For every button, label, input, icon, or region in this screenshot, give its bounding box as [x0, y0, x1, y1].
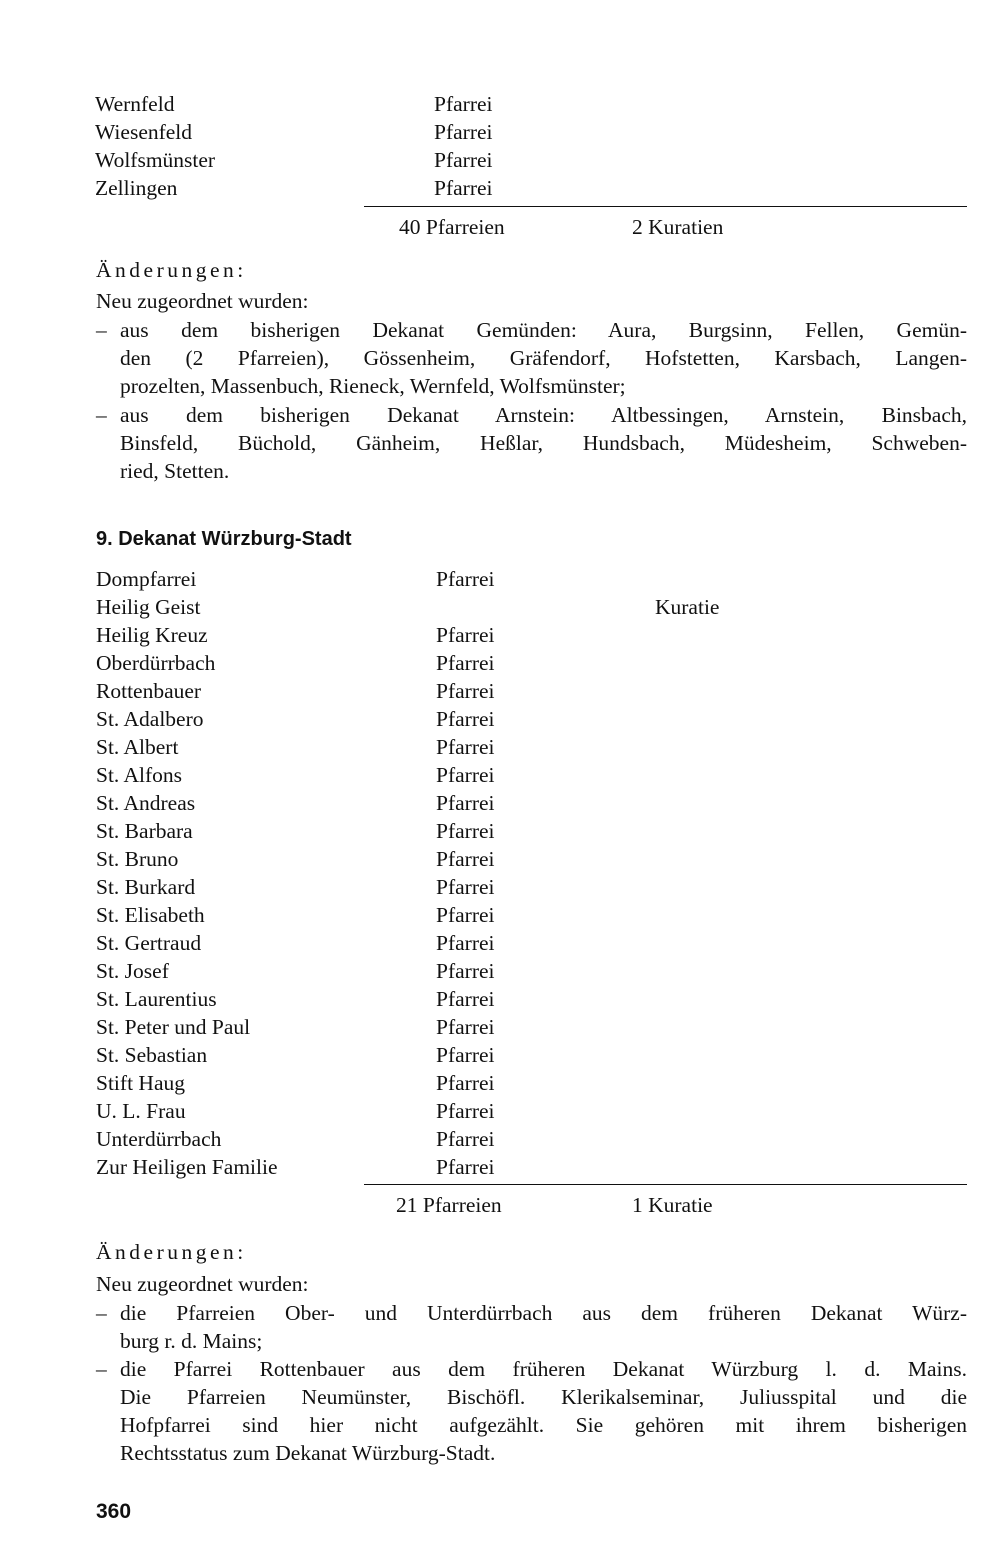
table-row-pfarrei: Pfarrei [436, 931, 495, 955]
bullet-line: Die Pfarreien Neumünster, Bischöfl. Klerikalseminar, Juliusspital und die [120, 1385, 967, 1409]
table-row-pfarrei: Pfarrei [436, 791, 495, 815]
table-row-name: Zur Heiligen Familie [96, 1155, 278, 1179]
table-row-pfarrei: Pfarrei [436, 903, 495, 927]
table-row-name: St. Andreas [96, 791, 196, 815]
table-row-pfarrei: Pfarrei [436, 567, 495, 591]
table-row-name: Oberdürrbach [96, 651, 216, 675]
bullet-line: aus dem bisherigen Dekanat Arnstein: Altbessingen, Arnstein, Binsbach, [120, 403, 967, 427]
bullet-line: Rechtsstatus zum Dekanat Würzburg-Stadt. [120, 1441, 496, 1465]
table-row-name: St. Gertraud [96, 931, 202, 955]
table-row-name: Stift Haug [96, 1071, 185, 1095]
table-row-name: Heilig Geist [96, 595, 201, 619]
bullet-line: die Pfarrei Rottenbauer aus dem früheren Dekanat Würzburg l. d. Mains. [120, 1357, 967, 1381]
table-row-name: St. Laurentius [96, 987, 217, 1011]
bullet-line: ried, Stetten. [120, 459, 230, 483]
bullet-dash: – [96, 318, 107, 342]
bullet-line: die Pfarreien Ober- und Unterdürrbach aus dem früheren Dekanat Würz- [120, 1301, 967, 1325]
table-row-pfarrei: Pfarrei [434, 92, 493, 116]
table-row-pfarrei: Pfarrei [436, 707, 495, 731]
total-pfarreien: 21 Pfarreien [396, 1193, 502, 1217]
bullet-dash: – [96, 403, 107, 427]
table-row-name: Unterdürrbach [96, 1127, 222, 1151]
page-number: 360 [96, 1500, 132, 1523]
bullet-line: aus dem bisherigen Dekanat Gemünden: Aura, Burgsinn, Fellen, Gemün- [120, 318, 967, 342]
table-row-pfarrei: Pfarrei [436, 875, 495, 899]
table-row-name: Rottenbauer [96, 679, 202, 703]
table-row-name: Heilig Kreuz [96, 623, 208, 647]
total-rule [364, 206, 967, 207]
table-row-pfarrei: Pfarrei [436, 1155, 495, 1179]
total-rule [364, 1184, 967, 1185]
bullet-line: burg r. d. Mains; [120, 1329, 263, 1353]
table-row-name: Dompfarrei [96, 567, 197, 591]
section-heading: 9. Dekanat Würzburg-Stadt [96, 528, 352, 550]
table-row-pfarrei: Pfarrei [436, 623, 495, 647]
table-row-name: St. Alfons [96, 763, 183, 787]
changes-intro: Neu zugeordnet wurden: [96, 289, 309, 313]
table-row-name: St. Adalbero [96, 707, 204, 731]
bullet-line: Binsfeld, Büchold, Gänheim, Heßlar, Hundsbach, Müdesheim, Schweben- [120, 431, 967, 455]
table-row-pfarrei: Pfarrei [436, 735, 495, 759]
table-row-name: St. Albert [96, 735, 179, 759]
bullet-line: prozelten, Massenbuch, Rieneck, Wernfeld, Wolfsmünster; [120, 374, 626, 398]
table-row-name: St. Bruno [96, 847, 179, 871]
table-row-pfarrei: Pfarrei [436, 679, 495, 703]
table-row-pfarrei: Pfarrei [436, 763, 495, 787]
total-kuratien: 2 Kuratien [632, 215, 724, 239]
table-row-pfarrei: Pfarrei [436, 1099, 495, 1123]
table-row-name: St. Elisabeth [96, 903, 205, 927]
table-row-pfarrei: Pfarrei [436, 651, 495, 675]
table-row-name: Wiesenfeld [95, 120, 193, 144]
table-row-name: St. Sebastian [96, 1043, 208, 1067]
bullet-dash: – [96, 1357, 107, 1381]
table-row-name: St. Barbara [96, 819, 193, 843]
table-row-pfarrei: Pfarrei [436, 959, 495, 983]
table-row-pfarrei: Pfarrei [434, 148, 493, 172]
bullet-dash: – [96, 1301, 107, 1325]
table-row-name: U. L. Frau [96, 1099, 186, 1123]
bullet-line: Hofpfarrei sind hier nicht aufgezählt. Sie gehören mit ihrem bisherigen [120, 1413, 967, 1437]
table-row-pfarrei: Pfarrei [436, 1015, 495, 1039]
table-row-name: Wolfsmünster [95, 148, 216, 172]
table-row-name: St. Peter und Paul [96, 1015, 251, 1039]
table-row-name: St. Josef [96, 959, 169, 983]
table-row-name: Zellingen [95, 176, 178, 200]
table-row-name: St. Burkard [96, 875, 196, 899]
table-row-pfarrei: Pfarrei [434, 120, 493, 144]
changes-intro: Neu zugeordnet wurden: [96, 1272, 309, 1296]
changes-heading: Änderungen: [96, 258, 247, 282]
table-row-pfarrei: Pfarrei [436, 847, 495, 871]
table-row-pfarrei: Pfarrei [436, 987, 495, 1011]
table-row-pfarrei: Pfarrei [436, 1071, 495, 1095]
table-row-kuratie: Kuratie [655, 595, 720, 619]
table-row-pfarrei: Pfarrei [434, 176, 493, 200]
changes-heading: Änderungen: [96, 1240, 247, 1264]
bullet-line: den (2 Pfarreien), Gössenheim, Gräfendorf, Hofstetten, Karsbach, Langen- [120, 346, 967, 370]
table-row-pfarrei: Pfarrei [436, 1127, 495, 1151]
total-pfarreien: 40 Pfarreien [399, 215, 505, 239]
table-row-name: Wernfeld [95, 92, 175, 116]
table-row-pfarrei: Pfarrei [436, 1043, 495, 1067]
total-kuratien: 1 Kuratie [632, 1193, 713, 1217]
table-row-pfarrei: Pfarrei [436, 819, 495, 843]
